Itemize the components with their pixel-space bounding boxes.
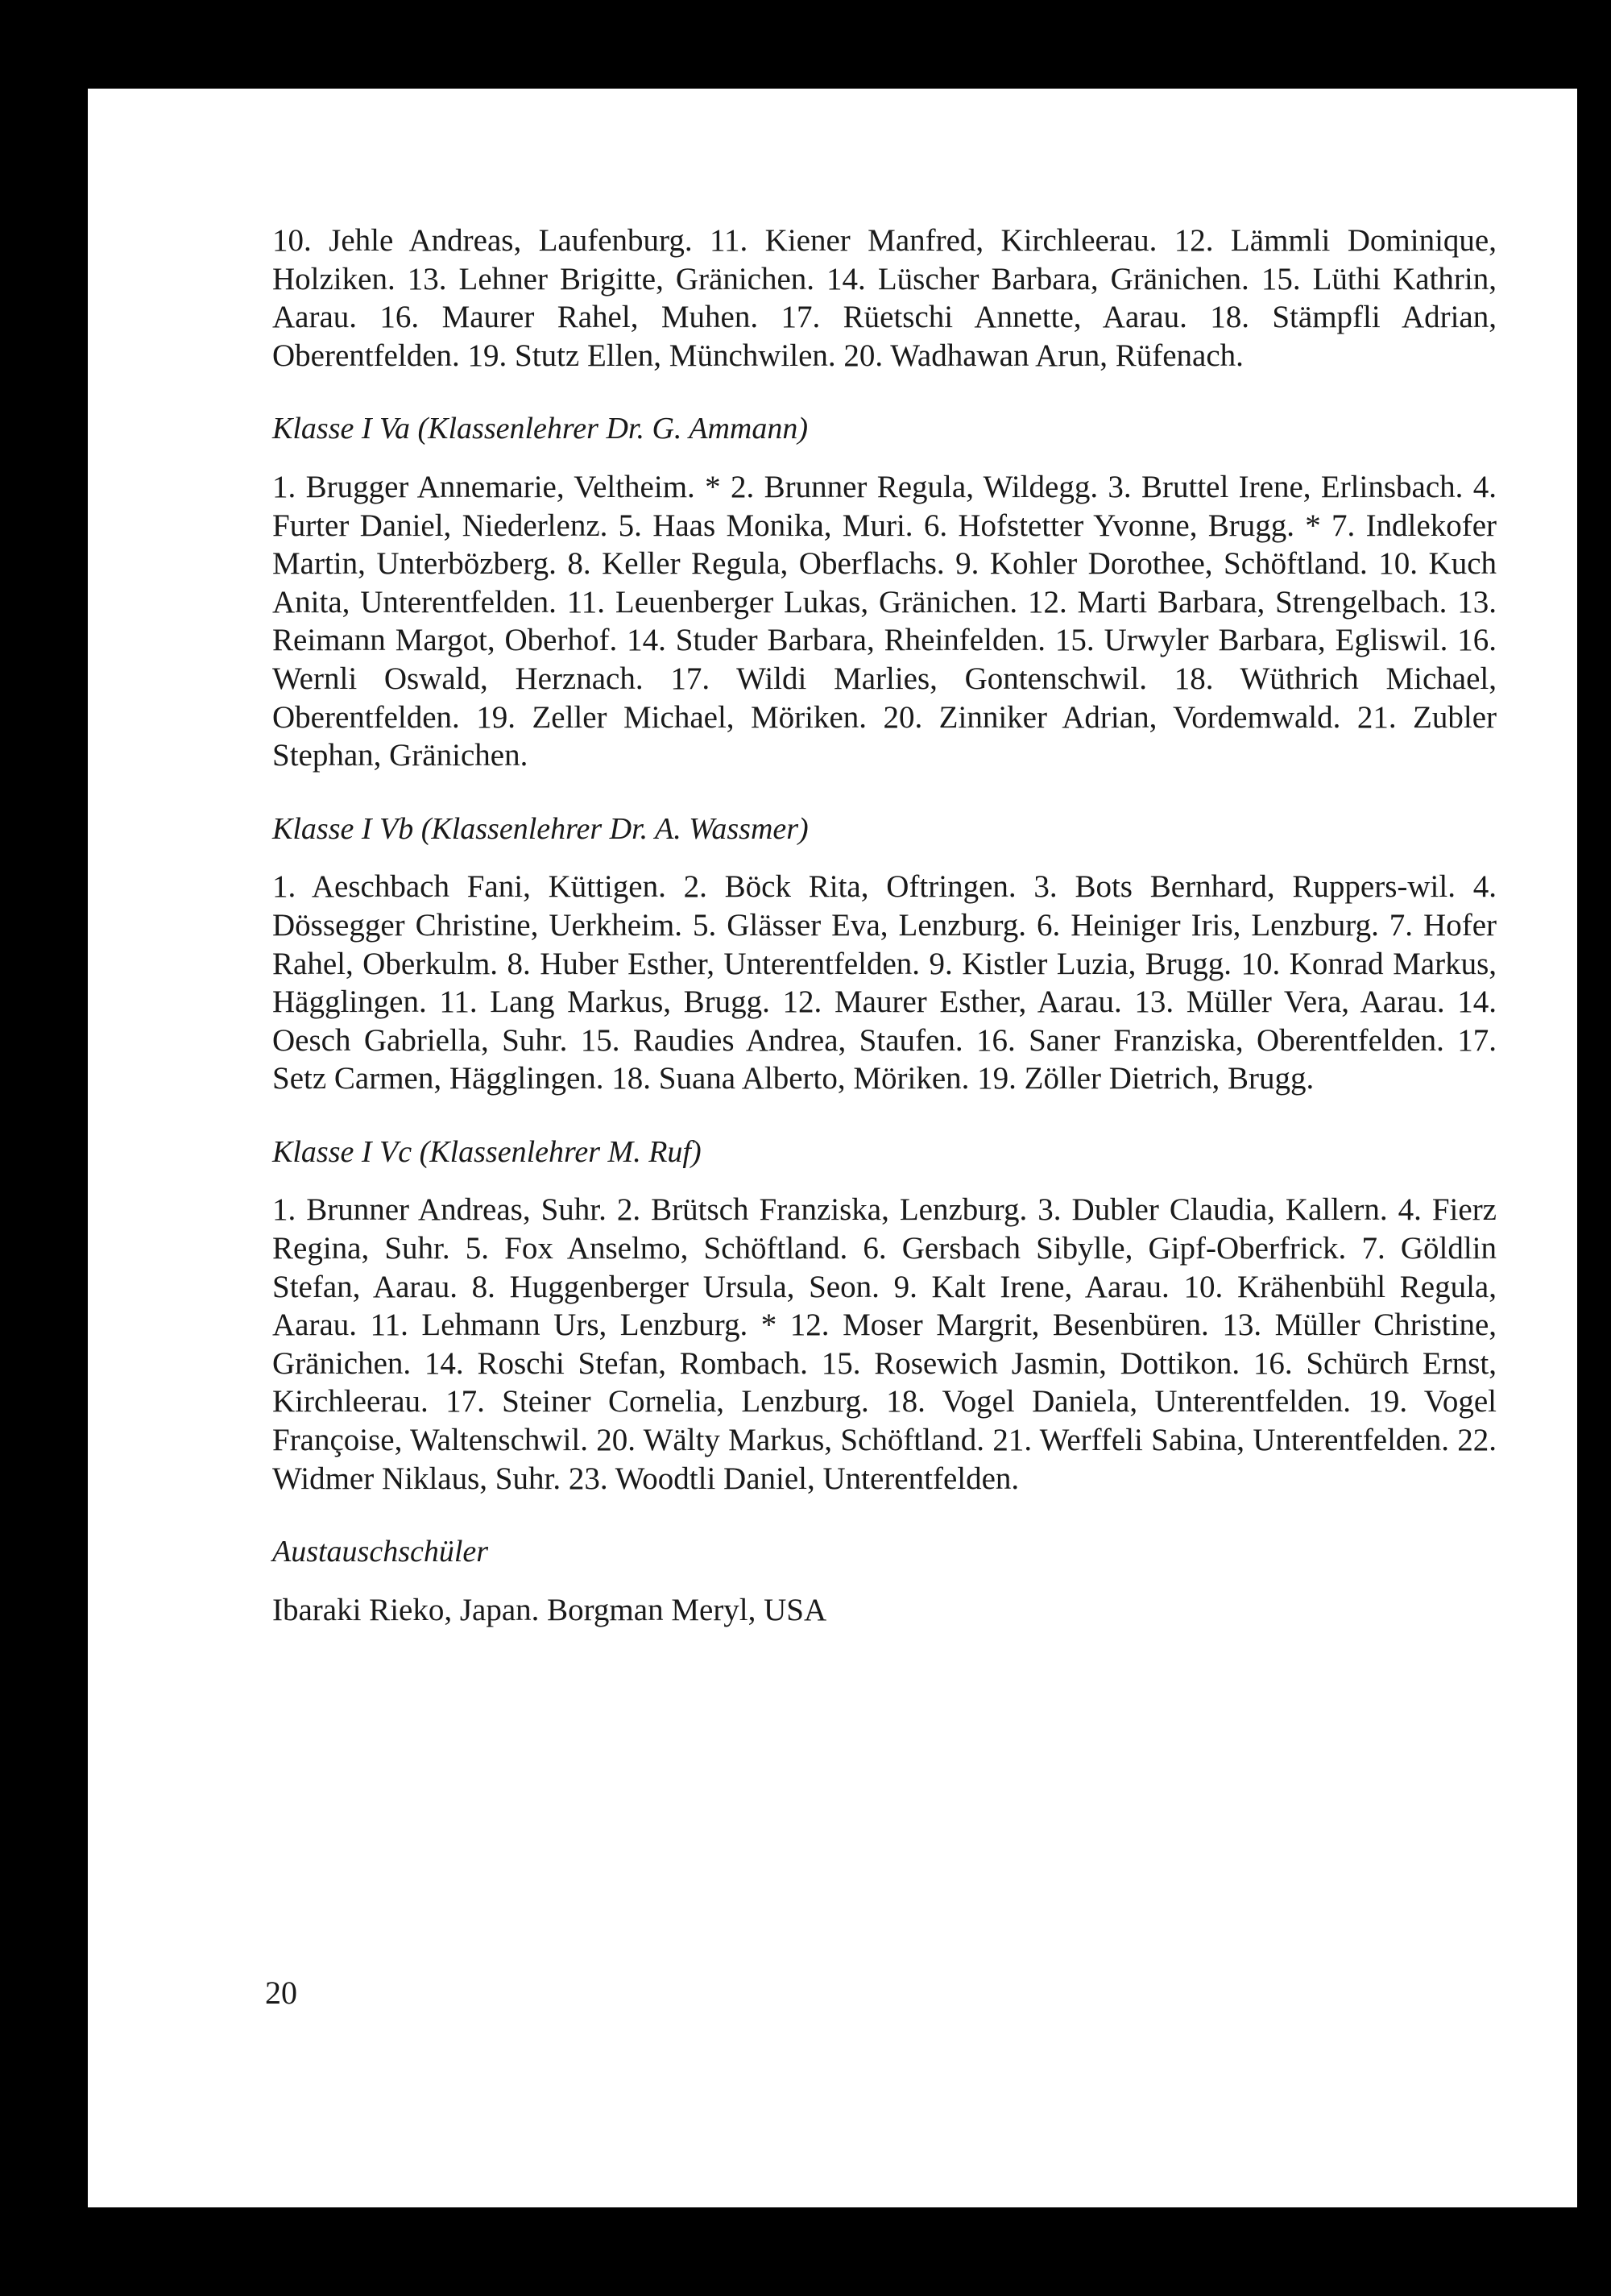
section-body-iva: 1. Brugger Annemarie, Veltheim. * 2. Brunner Regula, Wildegg. 3. Bruttel Irene, Erlinsbach. 4. Furter Daniel, Niederlenz. 5. Haas Monika, Muri. 6. Hofstetter Yvonne, Brugg. * 7. Indlekofer Martin, Unterbözberg. 8. Keller Regula, Oberflachs. 9. Kohler Dorothee, Schöftland. 10. Kuch Anita, Unterentfelden. 11. Leuenberger Lukas, Gränichen. 12. Marti Barbara, Strengelbach. 13. Reimann Margot, Oberhof. 14. Studer Barbara, Rheinfelden. 15. Urwyler Barbara, Egliswil. 16. Wernli Oswald, Herznach. 17. Wildi Marlies, Gontenschwil. 18. Wüthrich Michael, Oberentfelden. 19. Zeller Michael, Möriken. 20. Zinniker Adrian, Vordemwald. 21. Zubler Stephan, Gränichen. (272, 469, 1497, 773)
section-body-ivc: 1. Brunner Andreas, Suhr. 2. Brütsch Franziska, Lenzburg. 3. Dubler Claudia, Kallern. 4. Fierz Regina, Suhr. 5. Fox Anselmo, Schöftland. 6. Gersbach Sibylle, Gipf-Oberfrick. 7. Göldlin Stefan, Aarau. 8. Huggenberger Ursula, Seon. 9. Kalt Irene, Aarau. 10. Krähenbühl Regula, Aarau. 11. Lehmann Urs, Lenzburg. * 12. Moser Margrit, Besenbüren. 13. Müller Christine, Gränichen. 14. Roschi Stefan, Rombach. 15. Rosewich Jasmin, Dottikon. 16. Schürch Ernst, Kirchleerau. 17. Steiner Cornelia, Lenzburg. 18. Vogel Daniela, Unterentfelden. 19. Vogel Françoise, Waltenschwil. 20. Wälty Markus, Schöftland. 21. Werffeli Sabina, Unterentfelden. 22. Widmer Niklaus, Suhr. 23. Woodtli Daniel, Unterentfelden. (272, 1192, 1497, 1496)
section-body-exchange: Ibaraki Rieko, Japan. Borgman Meryl, USA (272, 1592, 827, 1627)
section-heading-iva: Klasse I Va (Klassenlehrer Dr. G. Ammann) (272, 412, 808, 446)
intro-paragraph: 10. Jehle Andreas, Laufenburg. 11. Kiener Manfred, Kirchleerau. 12. Lämmli Dominique, Holziken. 13. Lehner Brigitte, Gränichen. 14. Lüscher Barbara, Gränichen. 15. Lüthi Kathrin, Aarau. 16. Maurer Rahel, Muhen. 17. Rüetschi Annette, Aarau. 18. Stämpfli Adrian, Oberentfelden. 19. Stutz Ellen, Münchwilen. 20. Wadhawan Arun, Rüfenach. (272, 223, 1497, 373)
text-block (272, 222, 1497, 1629)
page-number: 20 (265, 1975, 297, 2011)
section-heading-ivc: Klasse I Vc (Klassenlehrer M. Ruf) (272, 1134, 702, 1169)
section-body-ivb: 1. Aeschbach Fani, Küttigen. 2. Böck Rita, Oftringen. 3. Bots Bernhard, Ruppers-wil. 4. Dössegger Christine, Uerkheim. 5. Glässer Eva, Lenzburg. 6. Heiniger Iris, Lenzburg. 7. Hofer Rahel, Oberkulm. 8. Huber Esther, Unterentfelden. 9. Kistler Luzia, Brugg. 10. Konrad Markus, Hägglingen. 11. Lang Markus, Brugg. 12. Maurer Esther, Aarau. 13. Müller Vera, Aarau. 14. Oesch Gabriella, Suhr. 15. Raudies Andrea, Staufen. 16. Saner Franziska, Oberentfelden. 17. Setz Carmen, Hägglingen. 18. Suana Alberto, Möriken. 19. Zöller Dietrich, Brugg. (272, 869, 1497, 1096)
document-page (88, 89, 1577, 2207)
section-heading-ivb: Klasse I Vb (Klassenlehrer Dr. A. Wassmer) (272, 811, 809, 846)
section-heading-exchange: Austauschschüler (272, 1535, 489, 1569)
